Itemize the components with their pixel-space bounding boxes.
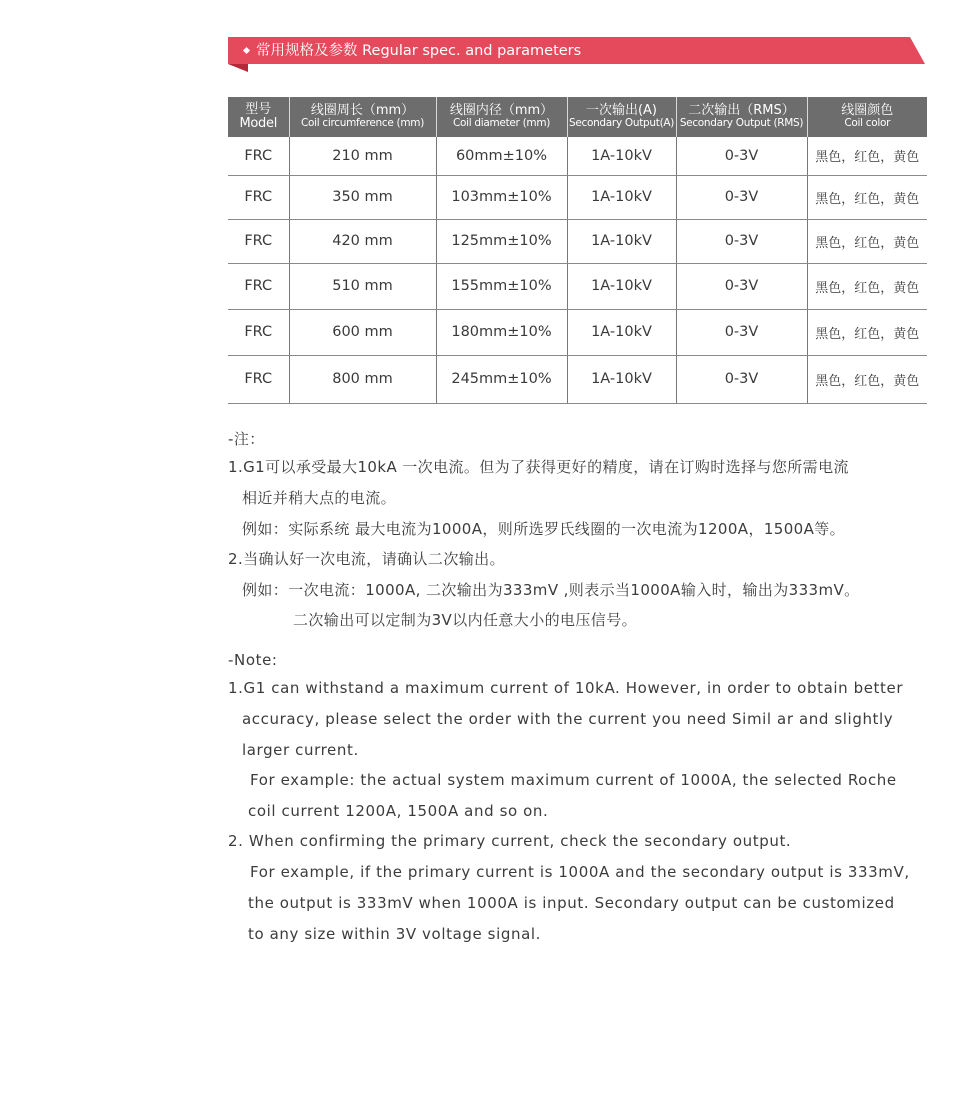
cell-color: 黑色，红色，黄色 bbox=[807, 219, 927, 263]
cell-model: FRC bbox=[228, 263, 289, 309]
cell-diameter: 155mm±10% bbox=[436, 263, 567, 309]
notes-cn-line: 2.当确认好一次电流，请确认二次输出。 bbox=[228, 550, 505, 568]
cell-model: FRC bbox=[228, 137, 289, 175]
cell-model: FRC bbox=[228, 355, 289, 403]
notes-en-line: coil current 1200A, 1500A and so on. bbox=[248, 802, 549, 820]
header-primary-output: 一次输出(A) Secondary Output(A) bbox=[567, 97, 676, 137]
notes-en-line: For example, if the primary current is 1000A and the secondary output is 333mV, bbox=[250, 863, 910, 881]
cell-color: 黑色，红色，黄色 bbox=[807, 175, 927, 219]
banner-title bbox=[244, 40, 581, 62]
cell-secondary: 0-3V bbox=[676, 263, 807, 309]
header-secondary-output: 二次输出（RMS） Secondary Output (RMS) bbox=[676, 97, 807, 137]
section-banner bbox=[228, 37, 925, 72]
cell-primary: 1A-10kV bbox=[567, 175, 676, 219]
notes-cn-line: 例如：一次电流：1000A, 二次输出为333mV ,则表示当1000A输入时，输出为333mV。 bbox=[242, 581, 860, 599]
cell-circumference: 210 mm bbox=[289, 137, 436, 175]
banner-title-text: 常用规格及参数 Regular spec. and parameters bbox=[256, 43, 582, 59]
header-coil-color: 线圈颜色 Coil color bbox=[807, 97, 927, 137]
table-row bbox=[228, 219, 927, 263]
cell-secondary: 0-3V bbox=[676, 219, 807, 263]
table-row bbox=[228, 263, 927, 309]
table-row bbox=[228, 137, 927, 175]
cell-primary: 1A-10kV bbox=[567, 263, 676, 309]
notes-en-line: to any size within 3V voltage signal. bbox=[248, 925, 542, 943]
table-header-row bbox=[228, 97, 927, 137]
notes-en-line: accuracy, please select the order with the current you need Simil ar and slightly bbox=[242, 710, 894, 728]
cell-circumference: 420 mm bbox=[289, 219, 436, 263]
cell-circumference: 800 mm bbox=[289, 355, 436, 403]
cell-color: 黑色，红色，黄色 bbox=[807, 137, 927, 175]
notes-cn-line: 相近并稍大点的电流。 bbox=[242, 489, 397, 507]
cell-color: 黑色，红色，黄色 bbox=[807, 309, 927, 355]
cell-model: FRC bbox=[228, 309, 289, 355]
table-row bbox=[228, 175, 927, 219]
cell-primary: 1A-10kV bbox=[567, 219, 676, 263]
cell-color: 黑色，红色，黄色 bbox=[807, 263, 927, 309]
cell-color: 黑色，红色，黄色 bbox=[807, 355, 927, 403]
cell-circumference: 600 mm bbox=[289, 309, 436, 355]
cell-diameter: 60mm±10% bbox=[436, 137, 567, 175]
cell-diameter: 245mm±10% bbox=[436, 355, 567, 403]
header-coil-circumference: 线圈周长（mm） Coil circumference (mm) bbox=[289, 97, 436, 137]
notes-en-line: 2. When confirming the primary current, check the secondary output. bbox=[228, 832, 792, 850]
header-model: 型号 Model bbox=[228, 97, 289, 137]
notes-en-line: For example: the actual system maximum current of 1000A, the selected Roche bbox=[250, 771, 897, 789]
diamond-bullet-icon bbox=[243, 47, 250, 54]
notes-cn-line: 1.G1可以承受最大10kA 一次电流。但为了获得更好的精度，请在订购时选择与您所需电流 bbox=[228, 458, 849, 476]
notes-en-line: the output is 333mV when 1000A is input. Secondary output can be customized bbox=[248, 894, 895, 912]
cell-diameter: 180mm±10% bbox=[436, 309, 567, 355]
cell-secondary: 0-3V bbox=[676, 355, 807, 403]
notes-cn-line: 二次输出可以定制为3V以内任意大小的电压信号。 bbox=[293, 611, 638, 629]
table-row bbox=[228, 309, 927, 355]
notes-en-heading: -Note: bbox=[228, 651, 278, 669]
cell-primary: 1A-10kV bbox=[567, 309, 676, 355]
notes-cn-heading: -注： bbox=[228, 430, 265, 448]
cell-diameter: 125mm±10% bbox=[436, 219, 567, 263]
cell-secondary: 0-3V bbox=[676, 137, 807, 175]
notes-en-line: 1.G1 can withstand a maximum current of 10kA. However, in order to obtain better bbox=[228, 679, 904, 697]
cell-primary: 1A-10kV bbox=[567, 137, 676, 175]
cell-primary: 1A-10kV bbox=[567, 355, 676, 403]
spec-table bbox=[228, 97, 927, 404]
cell-diameter: 103mm±10% bbox=[436, 175, 567, 219]
cell-model: FRC bbox=[228, 175, 289, 219]
table-row bbox=[228, 355, 927, 403]
cell-secondary: 0-3V bbox=[676, 309, 807, 355]
cell-circumference: 510 mm bbox=[289, 263, 436, 309]
notes-cn-line: 例如：实际系统 最大电流为1000A，则所选罗氏线圈的一次电流为1200A，1500A等。 bbox=[242, 520, 846, 538]
cell-model: FRC bbox=[228, 219, 289, 263]
header-coil-diameter: 线圈内径（mm） Coil diameter (mm) bbox=[436, 97, 567, 137]
cell-circumference: 350 mm bbox=[289, 175, 436, 219]
cell-secondary: 0-3V bbox=[676, 175, 807, 219]
notes-en-line: larger current. bbox=[242, 741, 359, 759]
